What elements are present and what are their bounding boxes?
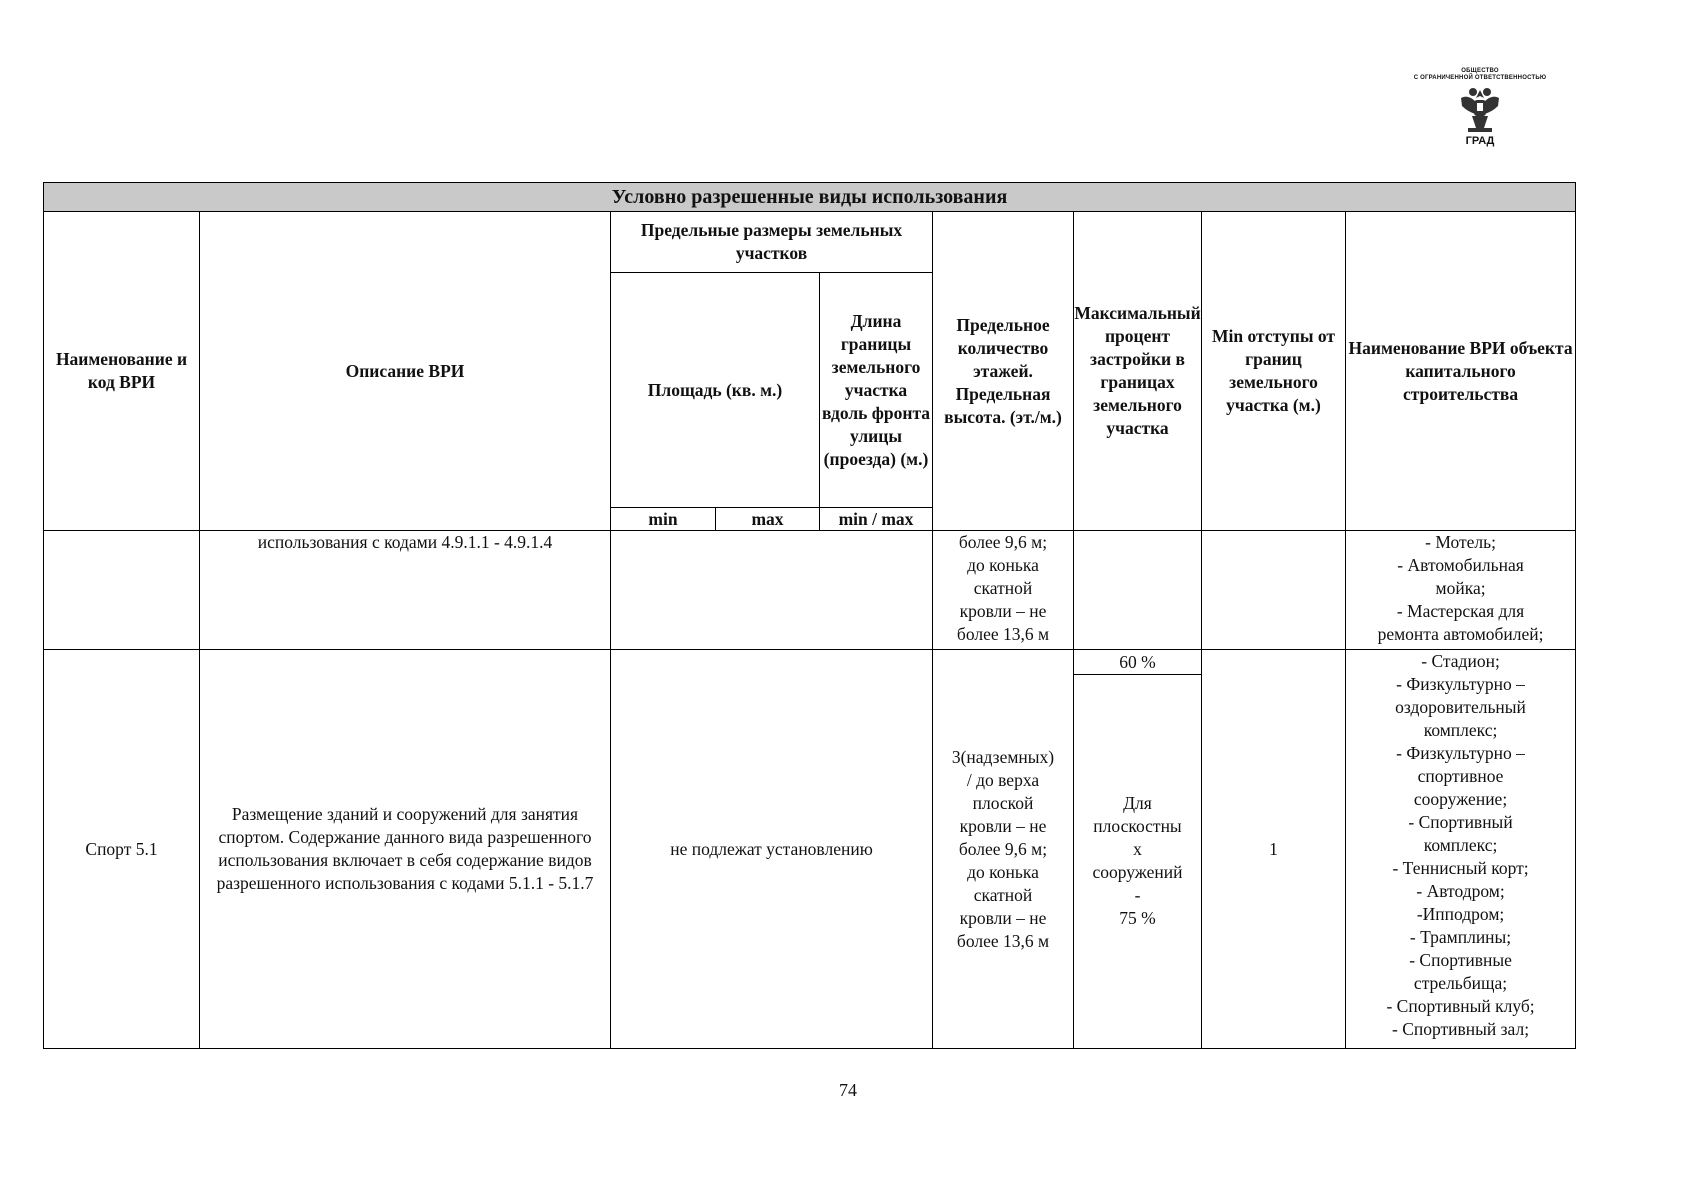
row2-percent <box>1074 650 1202 1049</box>
row2-sizes: не подлежат установлению <box>611 650 933 1049</box>
logo-org-line1: ОБЩЕСТВО <box>1461 68 1499 74</box>
row1-setback <box>1202 531 1346 650</box>
table-row <box>44 531 1576 650</box>
row2-floors: 3(надземных) / до верха плоской кровли – не более 9,6 м; до конька скатной кровли – не более 13,6 м <box>933 650 1074 1049</box>
logo-company-name: ГРАД <box>1465 135 1495 147</box>
header-min: min <box>611 508 716 531</box>
logo-org-line2: С ОГРАНИЧЕННОЙ ОТВЕТСТВЕННОСТЬЮ <box>1413 75 1547 81</box>
row2-percent-flat-structures: Для плоскостны х сооружений - 75 % <box>1092 793 1183 928</box>
page-number: 74 <box>839 1080 857 1100</box>
header-area: Площадь (кв. м.) <box>611 273 820 508</box>
row1-percent <box>1074 531 1202 650</box>
row2-setback: 1 <box>1202 650 1346 1049</box>
row2-code: Спорт 5.1 <box>44 650 200 1049</box>
header-object-name: Наименование ВРИ объекта капитального строительства <box>1346 212 1576 531</box>
company-logo <box>1390 68 1570 147</box>
header-min-max: min / max <box>820 508 933 531</box>
permitted-use-table <box>43 182 1576 1049</box>
row2-percent-default: 60 % <box>1074 650 1201 675</box>
row2-objects: - Стадион; - Физкультурно – оздоровительный комплекс; - Физкультурно – спортивное сооружение; - Спортивный комплекс; - Теннисный корт; - Автодром; -Ипподром; - Трамплины; - Спортивные стрельбища; - Спортивный клуб; - Спортивный зал; <box>1346 650 1576 1049</box>
row1-objects: - Мотель; - Автомобильная мойка; - Мастерская для ремонта автомобилей; <box>1346 531 1576 650</box>
header-vri-name: Наименование и код ВРИ <box>44 212 200 531</box>
table-title: Условно разрешенные виды использования <box>44 183 1576 212</box>
header-floors-height: Предельное количество этажей. Предельная высота. (эт./м.) <box>933 212 1074 531</box>
row1-floors: более 9,6 м; до конька скатной кровли – не более 13,6 м <box>933 531 1074 650</box>
header-max: max <box>716 508 820 531</box>
header-vri-description: Описание ВРИ <box>200 212 611 531</box>
header-min-setback: Min отступы от границ земельного участка (м.) <box>1202 212 1346 531</box>
row1-sizes <box>611 531 933 650</box>
table-row <box>44 650 1576 1049</box>
row1-code <box>44 531 200 650</box>
row2-description: Размещение зданий и сооружений для занятия спортом. Содержание данного вида разрешенного использования включает в себя содержание видов разрешенного использования с кодами 5.1.1 - 5.1.7 <box>200 650 611 1049</box>
header-plot-sizes: Предельные размеры земельных участков <box>611 212 933 273</box>
header-max-percent: Максимальный процент застройки в границах земельного участка <box>1074 212 1202 531</box>
row1-description: использования с кодами 4.9.1.1 - 4.9.1.4 <box>200 531 611 650</box>
header-front-length: Длина границы земельного участка вдоль фронта улицы (проезда) (м.) <box>820 273 933 508</box>
eagle-emblem-icon <box>1458 84 1502 134</box>
